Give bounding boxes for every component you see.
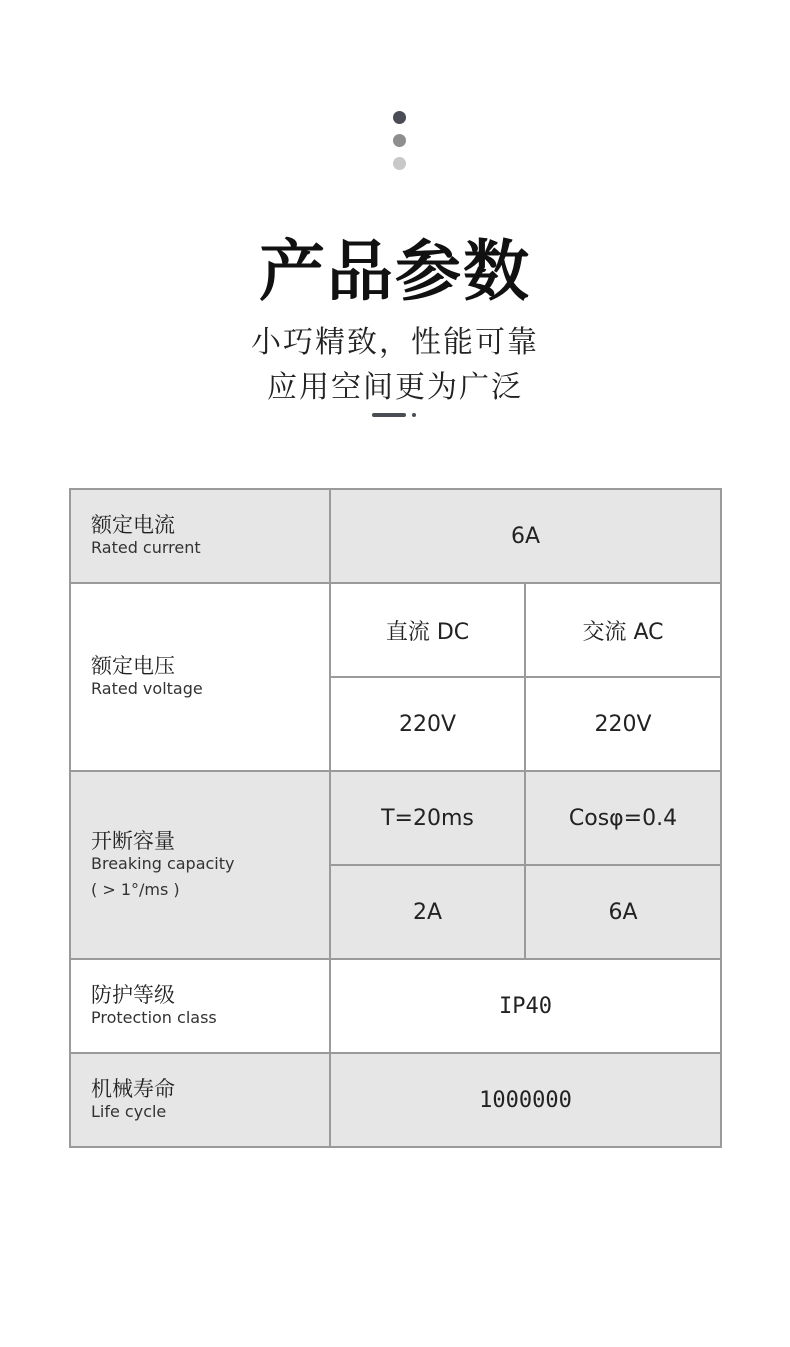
title-underline-dot — [412, 413, 416, 417]
voltage-dc-header: 直流 DC — [330, 583, 525, 677]
row-rated-current — [70, 489, 721, 583]
label-breaking-capacity — [70, 771, 330, 959]
label-en: Protection class — [91, 1008, 217, 1027]
title-underline — [372, 413, 406, 417]
label-en: Breaking capacity — [91, 854, 235, 873]
value-protection-class: IP40 — [330, 959, 721, 1053]
label-en: Rated current — [91, 538, 201, 557]
label-zh: 额定电压 — [91, 654, 175, 678]
decorative-dots — [393, 111, 407, 180]
row-protection-class — [70, 959, 721, 1053]
dot-light — [393, 157, 406, 170]
dot-medium — [393, 134, 406, 147]
label-rated-current — [70, 489, 330, 583]
voltage-dc-value: 220V — [330, 677, 525, 771]
dot-dark — [393, 111, 406, 124]
value-rated-current: 6A — [330, 489, 721, 583]
spec-table — [69, 488, 722, 1148]
label-zh: 机械寿命 — [91, 1077, 175, 1101]
label-zh: 额定电流 — [91, 513, 175, 537]
row-rated-voltage — [70, 583, 721, 677]
label-note: ( > 1°/ms ) — [91, 880, 180, 899]
label-rated-voltage — [70, 583, 330, 771]
row-breaking-capacity — [70, 771, 721, 865]
breaking-dc-value: 2A — [330, 865, 525, 959]
label-zh: 防护等级 — [91, 983, 175, 1007]
subtitle-line-2: 应用空间更为广泛 — [267, 370, 523, 405]
breaking-ac-header: Cosφ=0.4 — [525, 771, 721, 865]
label-protection-class — [70, 959, 330, 1053]
voltage-ac-header: 交流 AC — [525, 583, 721, 677]
value-life-cycle: 1000000 — [330, 1053, 721, 1147]
label-zh: 开断容量 — [91, 829, 175, 853]
label-life-cycle — [70, 1053, 330, 1147]
row-life-cycle — [70, 1053, 721, 1147]
label-en: Rated voltage — [91, 679, 203, 698]
subtitle-line-1: 小巧精致，性能可靠 — [251, 325, 539, 360]
label-en: Life cycle — [91, 1102, 167, 1121]
breaking-dc-header: T=20ms — [330, 771, 525, 865]
page-title: 产品参数 — [259, 233, 531, 310]
voltage-ac-value: 220V — [525, 677, 721, 771]
breaking-ac-value: 6A — [525, 865, 721, 959]
